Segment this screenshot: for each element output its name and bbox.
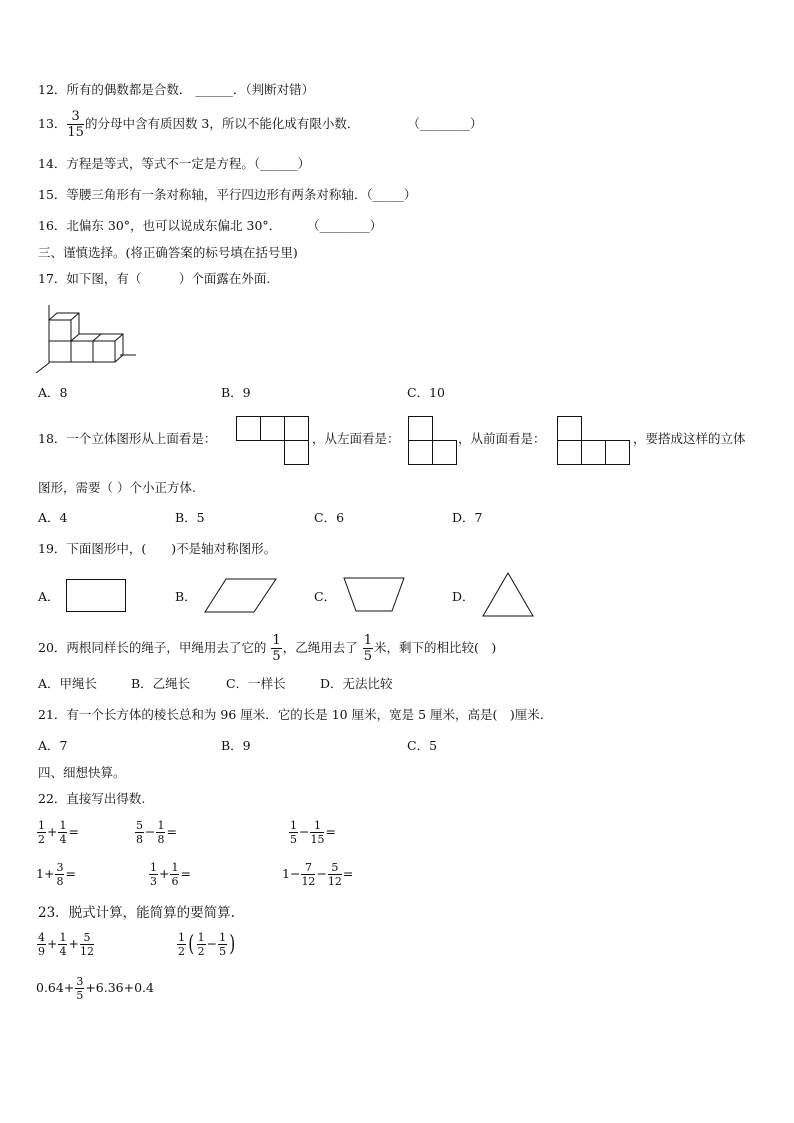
question-21	[38, 709, 544, 722]
expression-2: $\frac{5}{8}$ − $\frac{1}{8}$ =	[136, 819, 177, 846]
q19-option-a[interactable]: A．	[38, 589, 60, 604]
q17-option-b[interactable]: B．9	[221, 385, 251, 400]
question-number: 20．	[38, 640, 67, 655]
question-15	[38, 189, 416, 202]
calc-expression-2: $\frac{1}{2}$ ( $\frac{1}{2}$ − $\frac{1}{5}$ )	[178, 931, 236, 958]
question-number: 16．	[38, 218, 67, 233]
question-18-line2: 图形，需要（ ）个小正方体.	[38, 480, 196, 495]
trapezoid-shape	[343, 577, 407, 613]
q19-option-d[interactable]: D．	[452, 589, 475, 604]
expression-1: $\frac{1}{2}$ + $\frac{1}{4}$ =	[38, 819, 79, 846]
q20-option-b[interactable]: B．乙绳长	[131, 676, 191, 691]
question-text: 方程是等式，等式不一定是方程。（______）	[66, 156, 311, 171]
question-number: 19．	[38, 541, 67, 556]
calc-expression-1: $\frac{4}{9}$ + $\frac{1}{4}$ + $\frac{5}{12}$	[38, 931, 94, 958]
question-text: 等腰三角形有一条对称轴，平行四边形有两条对称轴．（_____）	[66, 187, 417, 202]
question-13	[38, 110, 482, 139]
question-text: 如下图，有（ ）个面露在外面.	[66, 271, 271, 286]
question-number: 18．	[38, 431, 67, 446]
question-number: 12．	[38, 82, 67, 97]
q21-option-c[interactable]: C．5	[407, 738, 438, 753]
fraction: $\frac{3}{15}$	[67, 109, 84, 140]
question-22	[38, 793, 145, 806]
parallelogram-shape	[204, 578, 278, 614]
question-tail: ．（判断对错）	[232, 82, 315, 97]
answer-blank[interactable]: （________）	[407, 116, 483, 131]
question-18-part1	[38, 433, 216, 446]
question-14	[38, 158, 310, 171]
question-18-part4: ，要搭成这样的立体	[633, 431, 746, 446]
q17-option-a[interactable]: A．8	[38, 385, 68, 400]
q21-option-a[interactable]: A．7	[38, 738, 68, 753]
question-12	[38, 84, 314, 97]
expression-6: 1− $\frac{7}{12}$ − $\frac{5}{12}$ =	[282, 861, 354, 888]
q18-option-a[interactable]: A．4	[38, 510, 68, 525]
question-text: 有一个长方体的棱长总和为 96 厘米．它的长是 10 厘米，宽是 5 厘米，高是( )厘米.	[66, 707, 544, 722]
answer-blank[interactable]: （________）	[307, 218, 383, 233]
question-number: 13．	[38, 116, 67, 131]
q19-option-c[interactable]: C．	[314, 589, 337, 604]
cube-stack-figure	[36, 305, 146, 375]
question-20	[38, 634, 496, 663]
answer-blank[interactable]: ______	[195, 82, 233, 97]
q17-option-c[interactable]: C．10	[407, 385, 445, 400]
question-number: 17．	[38, 271, 67, 286]
question-text: 米，剩下的相比较( )	[373, 640, 497, 655]
rectangle-shape	[66, 579, 128, 613]
question-17	[38, 273, 270, 286]
section-4-heading: 四、细想快算。	[38, 765, 126, 780]
question-text: ，乙绳用去了	[282, 640, 358, 655]
top-view-figure	[236, 416, 310, 466]
q21-option-b[interactable]: B．9	[221, 738, 251, 753]
calc-expression-3: 0.64+ $\frac{3}{5}$ +6.36+0.4	[36, 975, 154, 1002]
expression-5: $\frac{1}{3}$ + $\frac{1}{6}$ =	[150, 861, 191, 888]
question-number: 22．	[38, 791, 67, 806]
question-text: 的分母中含有质因数 3，所以不能化成有限小数．	[84, 116, 360, 131]
question-text: 一个立体图形从上面看是：	[66, 431, 217, 446]
q20-option-d[interactable]: D．无法比较	[320, 676, 393, 691]
question-text: 脱式计算，能简算的要简算.	[68, 905, 235, 921]
triangle-shape	[482, 572, 536, 618]
q20-option-c[interactable]: C．一样长	[226, 676, 286, 691]
question-number: 23．	[38, 905, 69, 921]
question-number: 21．	[38, 707, 67, 722]
q18-option-b[interactable]: B．5	[175, 510, 205, 525]
expression-4: 1+ $\frac{3}{8}$ =	[36, 861, 76, 888]
question-18-part2: ，从左面看是：	[312, 431, 400, 446]
left-view-figure	[408, 416, 458, 466]
question-number: 15．	[38, 187, 67, 202]
question-number: 14．	[38, 156, 67, 171]
question-text: 所有的偶数都是合数．	[66, 82, 192, 97]
q20-option-a[interactable]: A．甲绳长	[38, 676, 98, 691]
fraction: $\frac{1}{5}$	[363, 633, 372, 664]
question-text: 直接写出得数.	[66, 791, 146, 806]
question-text: 下面图形中，( )不是轴对称图形。	[66, 541, 277, 556]
expression-3: $\frac{1}{5}$ − $\frac{1}{15}$ =	[290, 819, 336, 846]
question-16	[38, 220, 382, 233]
q18-option-c[interactable]: C．6	[314, 510, 345, 525]
question-19	[38, 543, 276, 556]
section-3-heading: 三、谨慎选择。(将正确答案的标号填在括号里)	[38, 245, 298, 260]
q18-option-d[interactable]: D．7	[452, 510, 483, 525]
fraction: $\frac{1}{5}$	[272, 633, 281, 664]
question-23	[38, 907, 235, 921]
q19-option-b[interactable]: B．	[175, 589, 197, 604]
question-text: 两根同样长的绳子，甲绳用去了它的	[66, 640, 267, 655]
question-18-part3: ，从前面看是：	[458, 431, 546, 446]
question-text: 北偏东 30°，也可以说成东偏北 30°．	[66, 218, 282, 233]
front-view-figure	[557, 416, 631, 466]
